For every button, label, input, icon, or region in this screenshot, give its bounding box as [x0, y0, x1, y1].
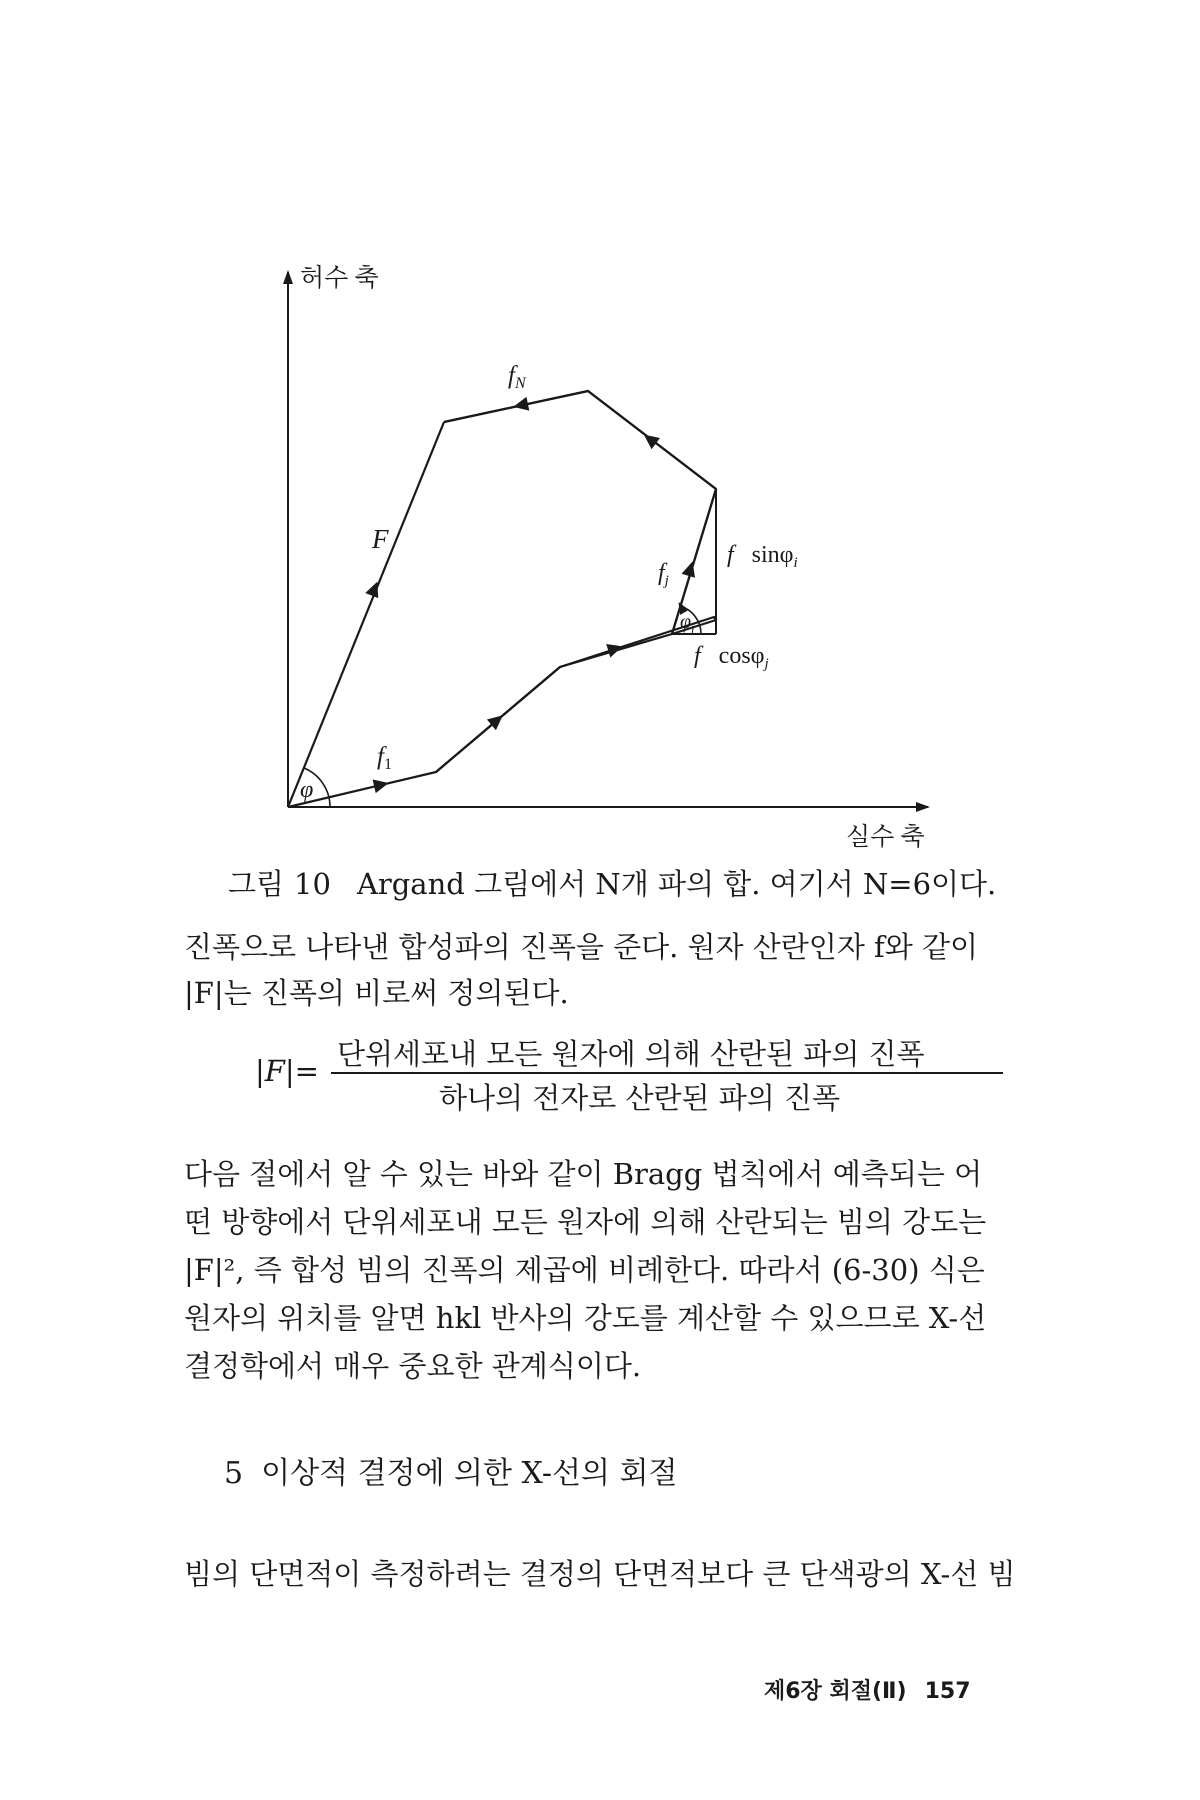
paragraph-2-line-3: |F|², 즉 합성 빔의 진폭의 제곱에 비례한다. 따라서 (6-30) 식은 [184, 1253, 985, 1287]
label-phi: φ [300, 777, 314, 803]
section-title: 이상적 결정에 의한 X-선의 회절 [261, 1456, 678, 1491]
label-fj-sub: j [664, 573, 669, 589]
label-fN: f [508, 362, 515, 389]
arrowhead-F [365, 579, 384, 598]
svg-text:fcosφj [694, 643, 769, 672]
label-fN-sub: N [514, 375, 526, 392]
paragraph-2-line-5: 결정학에서 매우 중요한 관계식이다. [184, 1349, 642, 1383]
formula-lhs: |F|= [255, 1054, 319, 1088]
fraction-bar [331, 1072, 1003, 1074]
svg-text:fsinφi [727, 542, 798, 571]
vector-chain [288, 391, 716, 807]
paragraph-3-line-1: 빔의 단면적이 측정하려는 결정의 단면적보다 큰 단색광의 X-선 빔 [184, 1557, 1016, 1591]
svg-text:F [371, 524, 389, 554]
label-phi-j: φ [680, 611, 692, 633]
caption-number: 10 [294, 867, 331, 901]
arrowhead-fN [512, 397, 530, 414]
label-f1-sub: 1 [383, 756, 392, 773]
arrowhead-f1 [373, 776, 391, 793]
caption-prefix: 그림 [228, 867, 285, 901]
paragraph-2 [184, 1150, 1014, 1390]
label-f1: f [377, 743, 384, 770]
structure-factor-formula [255, 1030, 1055, 1120]
vector-chain-trim [436, 391, 716, 772]
paragraph-3 [184, 1552, 1014, 1593]
formula-denominator: 하나의 전자로 산란된 파의 진폭 [439, 1081, 841, 1115]
paragraph-1 [184, 924, 1014, 1016]
label-fj-cos: f [694, 643, 701, 669]
label-fj-cos-rest: cosφ [718, 643, 765, 669]
label-fj-cos-sub: j [764, 656, 769, 672]
real-axis-label: 실수 축 [846, 824, 925, 851]
paragraph-2-line-1: 다음 절에서 알 수 있는 바와 같이 Bragg 법칙에서 예측되는 어 [184, 1157, 983, 1191]
formula-numerator: 단위세포내 모든 원자에 의해 산란된 파의 진폭 [337, 1037, 925, 1071]
label-F: F [372, 524, 389, 554]
paragraph-2-line-4: 원자의 위치를 알면 hkl 반사의 강도를 계산할 수 있으므로 X-선 [184, 1301, 987, 1335]
paragraph-2-line-2: 떤 방향에서 단위세포내 모든 원자에 의해 산란되는 빔의 강도는 [184, 1205, 987, 1239]
label-fj-sin: f [727, 542, 734, 568]
svg-text:fN [508, 362, 527, 392]
label-phi-j-sub: j [691, 620, 695, 635]
footer-chapter: 제6장 회절(Ⅱ) [764, 1679, 907, 1704]
figure-caption [228, 862, 1128, 903]
page-number: 157 [924, 1679, 971, 1704]
argand-diagram [0, 0, 1200, 870]
svg-text:f1 [377, 743, 392, 773]
resultant-vector-F [288, 422, 444, 807]
arrowhead-fj [682, 559, 700, 577]
running-footer [764, 1674, 971, 1705]
label-fj: f [658, 560, 665, 586]
svg-text:fj [658, 560, 669, 589]
paragraph-1-line-2: |F|는 진폭의 비로써 정의된다. [184, 976, 569, 1010]
section-heading [224, 1448, 677, 1492]
imaginary-axis-label: 허수 축 [300, 265, 379, 292]
paragraph-1-line-1: 진폭으로 나타낸 합성파의 진폭을 준다. 원자 산란인자 f와 같이 [184, 930, 979, 964]
section-number: 5 [224, 1456, 244, 1491]
caption-text: Argand 그림에서 N개 파의 합. 여기서 N=6이다. [356, 867, 997, 901]
label-fj-sin-sub: i [793, 555, 798, 571]
label-fj-sin-rest: sinφ [751, 542, 794, 568]
svg-text:φ [300, 777, 313, 803]
